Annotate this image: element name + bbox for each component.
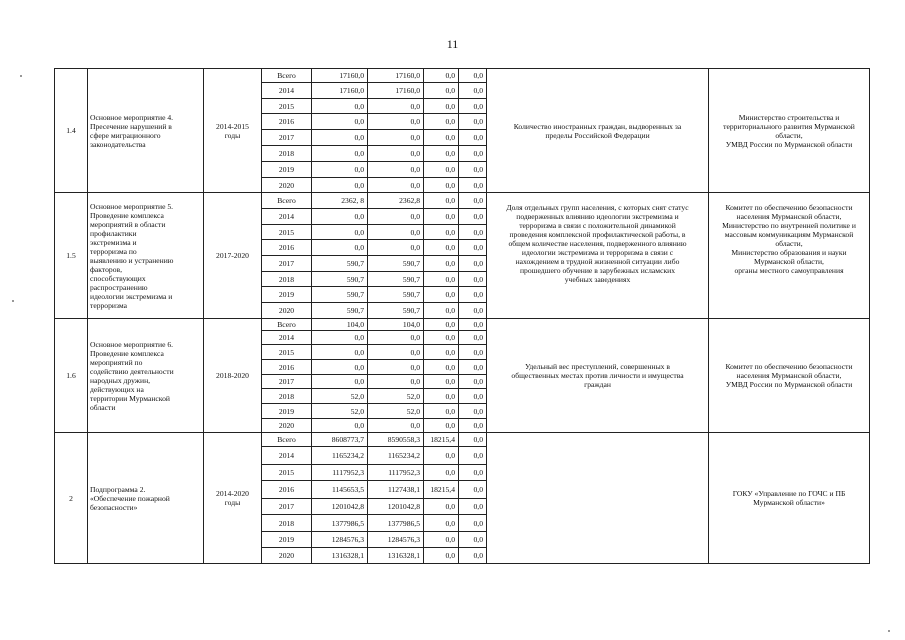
year-cell: 2018 xyxy=(262,515,312,532)
federal-budget-cell: 0,0 xyxy=(424,83,459,99)
regional-budget-cell: 0,0 xyxy=(368,225,424,240)
year-cell: 2016 xyxy=(262,360,312,375)
year-cell: 2017 xyxy=(262,375,312,389)
federal-budget-cell: 0,0 xyxy=(424,272,459,287)
federal-budget-cell: 0,0 xyxy=(424,331,459,345)
other-sources-cell: 0,0 xyxy=(459,345,487,360)
section-number: 1.6 xyxy=(55,319,88,433)
year-cell: Всего xyxy=(262,69,312,83)
year-cell: 2017 xyxy=(262,130,312,146)
other-sources-cell: 0,0 xyxy=(459,99,487,114)
total-funding-cell: 1201042,8 xyxy=(312,499,368,515)
regional-budget-cell: 0,0 xyxy=(368,130,424,146)
activity-name: Основное мероприятие 5. Проведение комплекса мероприятий в области профилактики экстремизма и терроризма по выявлению и устранению факторов, способствующих распространению идеологии экстремизма и терроризма xyxy=(88,193,204,319)
federal-budget-cell: 0,0 xyxy=(424,146,459,162)
federal-budget-cell: 0,0 xyxy=(424,240,459,256)
activity-period: 2018-2020 xyxy=(204,319,262,433)
program-table xyxy=(54,68,870,564)
regional-budget-cell: 1201042,8 xyxy=(368,499,424,515)
federal-budget-cell: 0,0 xyxy=(424,225,459,240)
other-sources-cell: 0,0 xyxy=(459,548,487,564)
indicator-text xyxy=(487,433,709,564)
total-funding-cell: 1117952,3 xyxy=(312,465,368,481)
activity-name: Основное мероприятие 6. Проведение комплекса мероприятий по содействию деятельности народных дружин, действующих на территории Мурманской области xyxy=(88,319,204,433)
total-funding-cell: 17160,0 xyxy=(312,83,368,99)
year-cell: 2014 xyxy=(262,83,312,99)
total-funding-cell: 0,0 xyxy=(312,99,368,114)
scan-speck xyxy=(888,630,890,632)
year-cell: 2020 xyxy=(262,419,312,433)
regional-budget-cell: 590,7 xyxy=(368,303,424,319)
executor-text: Комитет по обеспечению безопасности населения Мурманской области, Министерство по внутренней политике и массовым коммуникациям Мурманской области, Министерство образования и науки Мурманской области, органы местного самоуправления xyxy=(709,193,870,319)
total-funding-cell: 52,0 xyxy=(312,389,368,404)
regional-budget-cell: 0,0 xyxy=(368,99,424,114)
activity-period: 2017-2020 xyxy=(204,193,262,319)
page-number: 11 xyxy=(446,37,459,51)
regional-budget-cell: 1377986,5 xyxy=(368,515,424,532)
year-cell: 2015 xyxy=(262,99,312,114)
other-sources-cell: 0,0 xyxy=(459,331,487,345)
total-funding-cell: 590,7 xyxy=(312,303,368,319)
total-funding-cell: 0,0 xyxy=(312,178,368,193)
regional-budget-cell: 0,0 xyxy=(368,146,424,162)
regional-budget-cell: 0,0 xyxy=(368,114,424,130)
regional-budget-cell: 0,0 xyxy=(368,178,424,193)
federal-budget-cell: 0,0 xyxy=(424,130,459,146)
other-sources-cell: 0,0 xyxy=(459,532,487,548)
table-row xyxy=(55,193,870,209)
total-funding-cell: 1165234,2 xyxy=(312,447,368,465)
total-funding-cell: 0,0 xyxy=(312,225,368,240)
federal-budget-cell: 0,0 xyxy=(424,532,459,548)
federal-budget-cell: 0,0 xyxy=(424,287,459,303)
other-sources-cell: 0,0 xyxy=(459,389,487,404)
year-cell: 2017 xyxy=(262,256,312,272)
other-sources-cell: 0,0 xyxy=(459,114,487,130)
year-cell: Всего xyxy=(262,319,312,331)
executor-text: ГОКУ «Управление по ГОЧС и ПБ Мурманской области» xyxy=(709,433,870,564)
total-funding-cell: 17160,0 xyxy=(312,69,368,83)
regional-budget-cell: 0,0 xyxy=(368,209,424,225)
table-row xyxy=(55,69,870,83)
regional-budget-cell: 0,0 xyxy=(368,331,424,345)
regional-budget-cell: 0,0 xyxy=(368,419,424,433)
other-sources-cell: 0,0 xyxy=(459,272,487,287)
total-funding-cell: 1316328,1 xyxy=(312,548,368,564)
other-sources-cell: 0,0 xyxy=(459,447,487,465)
scan-speck xyxy=(12,300,14,302)
other-sources-cell: 0,0 xyxy=(459,499,487,515)
federal-budget-cell: 0,0 xyxy=(424,209,459,225)
total-funding-cell: 0,0 xyxy=(312,240,368,256)
other-sources-cell: 0,0 xyxy=(459,319,487,331)
federal-budget-cell: 0,0 xyxy=(424,404,459,419)
year-cell: 2020 xyxy=(262,303,312,319)
total-funding-cell: 0,0 xyxy=(312,331,368,345)
executor-text: Министерство строительства и территориального развития Мурманской области, УМВД России по Мурманской области xyxy=(709,69,870,193)
regional-budget-cell: 0,0 xyxy=(368,375,424,389)
other-sources-cell: 0,0 xyxy=(459,404,487,419)
section-number: 1.4 xyxy=(55,69,88,193)
year-cell: Всего xyxy=(262,193,312,209)
other-sources-cell: 0,0 xyxy=(459,419,487,433)
regional-budget-cell: 590,7 xyxy=(368,256,424,272)
federal-budget-cell: 0,0 xyxy=(424,114,459,130)
federal-budget-cell: 0,0 xyxy=(424,548,459,564)
total-funding-cell: 8608773,7 xyxy=(312,433,368,447)
regional-budget-cell: 17160,0 xyxy=(368,69,424,83)
total-funding-cell: 0,0 xyxy=(312,360,368,375)
indicator-text: Доля отдельных групп населения, с которых снят статус подверженных влиянию идеологии экстремизма и терроризма в связи с положительной динамикой проведения комплексной профилактической работы, в общем количестве населения, подверженного влиянию идеологии экстремизма и терроризма в связи с нахождением в трудной жизненной ситуации либо прошедшего обучение в зарубежных исламских учебных заведениях xyxy=(487,193,709,319)
regional-budget-cell: 1165234,2 xyxy=(368,447,424,465)
total-funding-cell: 590,7 xyxy=(312,272,368,287)
total-funding-cell: 0,0 xyxy=(312,146,368,162)
total-funding-cell: 0,0 xyxy=(312,162,368,178)
year-cell: 2014 xyxy=(262,447,312,465)
other-sources-cell: 0,0 xyxy=(459,303,487,319)
federal-budget-cell: 0,0 xyxy=(424,389,459,404)
year-cell: 2020 xyxy=(262,548,312,564)
other-sources-cell: 0,0 xyxy=(459,193,487,209)
federal-budget-cell: 0,0 xyxy=(424,256,459,272)
year-cell: 2018 xyxy=(262,389,312,404)
federal-budget-cell: 0,0 xyxy=(424,465,459,481)
total-funding-cell: 0,0 xyxy=(312,419,368,433)
total-funding-cell: 0,0 xyxy=(312,130,368,146)
other-sources-cell: 0,0 xyxy=(459,287,487,303)
year-cell: 2015 xyxy=(262,465,312,481)
other-sources-cell: 0,0 xyxy=(459,481,487,499)
federal-budget-cell: 0,0 xyxy=(424,515,459,532)
regional-budget-cell: 590,7 xyxy=(368,287,424,303)
other-sources-cell: 0,0 xyxy=(459,515,487,532)
federal-budget-cell: 0,0 xyxy=(424,178,459,193)
section-number: 1.5 xyxy=(55,193,88,319)
regional-budget-cell: 1316328,1 xyxy=(368,548,424,564)
year-cell: 2019 xyxy=(262,404,312,419)
other-sources-cell: 0,0 xyxy=(459,240,487,256)
regional-budget-cell: 1117952,3 xyxy=(368,465,424,481)
regional-budget-cell: 8590558,3 xyxy=(368,433,424,447)
year-cell: 2015 xyxy=(262,345,312,360)
other-sources-cell: 0,0 xyxy=(459,83,487,99)
other-sources-cell: 0,0 xyxy=(459,162,487,178)
total-funding-cell: 0,0 xyxy=(312,375,368,389)
total-funding-cell: 0,0 xyxy=(312,114,368,130)
year-cell: 2016 xyxy=(262,481,312,499)
regional-budget-cell: 52,0 xyxy=(368,389,424,404)
year-cell: 2018 xyxy=(262,146,312,162)
other-sources-cell: 0,0 xyxy=(459,178,487,193)
year-cell: 2015 xyxy=(262,225,312,240)
other-sources-cell: 0,0 xyxy=(459,465,487,481)
regional-budget-cell: 17160,0 xyxy=(368,83,424,99)
section-number: 2 xyxy=(55,433,88,564)
regional-budget-cell: 0,0 xyxy=(368,360,424,375)
total-funding-cell: 1145653,5 xyxy=(312,481,368,499)
year-cell: 2019 xyxy=(262,162,312,178)
year-cell: 2018 xyxy=(262,272,312,287)
table-row xyxy=(55,319,870,331)
activity-name: Основное мероприятие 4. Пресечение нарушений в сфере миграционного законодательства xyxy=(88,69,204,193)
federal-budget-cell: 18215,4 xyxy=(424,481,459,499)
indicator-text: Удельный вес преступлений, совершенных в общественных местах против личности и имущества граждан xyxy=(487,319,709,433)
federal-budget-cell: 0,0 xyxy=(424,419,459,433)
regional-budget-cell: 590,7 xyxy=(368,272,424,287)
total-funding-cell: 52,0 xyxy=(312,404,368,419)
year-cell: Всего xyxy=(262,433,312,447)
regional-budget-cell: 104,0 xyxy=(368,319,424,331)
other-sources-cell: 0,0 xyxy=(459,360,487,375)
activity-name: Подпрограмма 2. «Обеспечение пожарной безопасности» xyxy=(88,433,204,564)
indicator-text: Количество иностранных граждан, выдворенных за пределы Российской Федерации xyxy=(487,69,709,193)
federal-budget-cell: 18215,4 xyxy=(424,433,459,447)
other-sources-cell: 0,0 xyxy=(459,225,487,240)
federal-budget-cell: 0,0 xyxy=(424,319,459,331)
federal-budget-cell: 0,0 xyxy=(424,360,459,375)
total-funding-cell: 590,7 xyxy=(312,256,368,272)
year-cell: 2014 xyxy=(262,331,312,345)
other-sources-cell: 0,0 xyxy=(459,209,487,225)
federal-budget-cell: 0,0 xyxy=(424,499,459,515)
other-sources-cell: 0,0 xyxy=(459,433,487,447)
regional-budget-cell: 0,0 xyxy=(368,162,424,178)
year-cell: 2020 xyxy=(262,178,312,193)
federal-budget-cell: 0,0 xyxy=(424,193,459,209)
regional-budget-cell: 1284576,3 xyxy=(368,532,424,548)
total-funding-cell: 1284576,3 xyxy=(312,532,368,548)
total-funding-cell: 104,0 xyxy=(312,319,368,331)
other-sources-cell: 0,0 xyxy=(459,130,487,146)
total-funding-cell: 590,7 xyxy=(312,287,368,303)
other-sources-cell: 0,0 xyxy=(459,256,487,272)
activity-period: 2014-2020 годы xyxy=(204,433,262,564)
federal-budget-cell: 0,0 xyxy=(424,345,459,360)
other-sources-cell: 0,0 xyxy=(459,146,487,162)
regional-budget-cell: 52,0 xyxy=(368,404,424,419)
total-funding-cell: 0,0 xyxy=(312,345,368,360)
other-sources-cell: 0,0 xyxy=(459,69,487,83)
year-cell: 2019 xyxy=(262,287,312,303)
table-row xyxy=(55,433,870,447)
federal-budget-cell: 0,0 xyxy=(424,162,459,178)
federal-budget-cell: 0,0 xyxy=(424,375,459,389)
year-cell: 2014 xyxy=(262,209,312,225)
regional-budget-cell: 0,0 xyxy=(368,345,424,360)
federal-budget-cell: 0,0 xyxy=(424,99,459,114)
regional-budget-cell: 1127438,1 xyxy=(368,481,424,499)
federal-budget-cell: 0,0 xyxy=(424,447,459,465)
total-funding-cell: 2362, 8 xyxy=(312,193,368,209)
other-sources-cell: 0,0 xyxy=(459,375,487,389)
year-cell: 2017 xyxy=(262,499,312,515)
scan-speck xyxy=(20,75,22,77)
activity-period: 2014-2015 годы xyxy=(204,69,262,193)
total-funding-cell: 1377986,5 xyxy=(312,515,368,532)
year-cell: 2019 xyxy=(262,532,312,548)
year-cell: 2016 xyxy=(262,114,312,130)
federal-budget-cell: 0,0 xyxy=(424,303,459,319)
year-cell: 2016 xyxy=(262,240,312,256)
regional-budget-cell: 2362,8 xyxy=(368,193,424,209)
total-funding-cell: 0,0 xyxy=(312,209,368,225)
regional-budget-cell: 0,0 xyxy=(368,240,424,256)
executor-text: Комитет по обеспечению безопасности населения Мурманской области, УМВД России по Мурманской области xyxy=(709,319,870,433)
federal-budget-cell: 0,0 xyxy=(424,69,459,83)
